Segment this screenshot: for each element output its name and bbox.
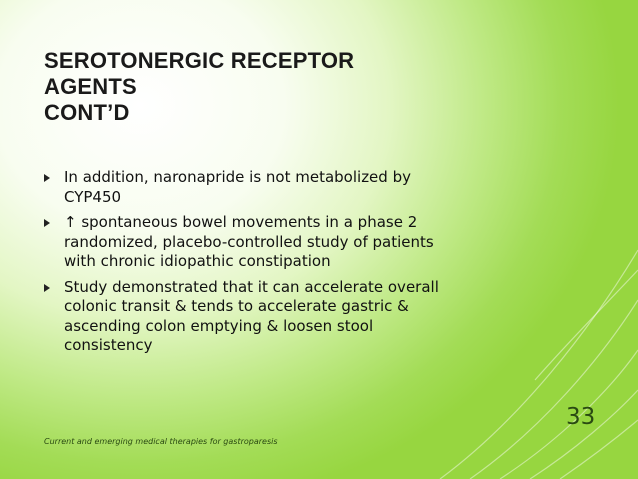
triangle-bullet-icon	[44, 284, 50, 292]
bullet-text-line: In addition, naronapride is not metabolized by	[64, 168, 411, 186]
title-line: CONT’D	[44, 100, 130, 125]
slide-footer: Current and emerging medical therapies for gastroparesis	[44, 437, 278, 446]
bullet-item	[44, 278, 494, 356]
title-line: SEROTONERGIC RECEPTOR	[44, 48, 355, 73]
bullet-text-line: with chronic idiopathic constipation	[64, 252, 331, 270]
page-number: 33	[566, 404, 596, 430]
bullet-item	[44, 168, 494, 207]
bullet-text-line: ↑ spontaneous bowel movements in a phase 2	[64, 213, 418, 231]
bullet-text-line: ascending colon emptying & loosen stool	[64, 316, 374, 335]
triangle-bullet-icon	[44, 219, 50, 227]
title-line: AGENTS	[44, 74, 137, 99]
bullet-text-line: Study demonstrated that it can accelerate overall	[64, 277, 439, 296]
bullet-text-line: CYP450	[64, 187, 122, 206]
bullet-text-line: colonic transit & tends to accelerate gastric &	[64, 297, 409, 315]
slide-title	[44, 48, 564, 126]
bullet-list	[44, 168, 494, 362]
bullet-item	[44, 213, 494, 272]
triangle-bullet-icon	[44, 174, 50, 182]
bullet-text-line: randomized, placebo-controlled study of patients	[64, 232, 434, 251]
bullet-text-line: consistency	[64, 336, 153, 354]
